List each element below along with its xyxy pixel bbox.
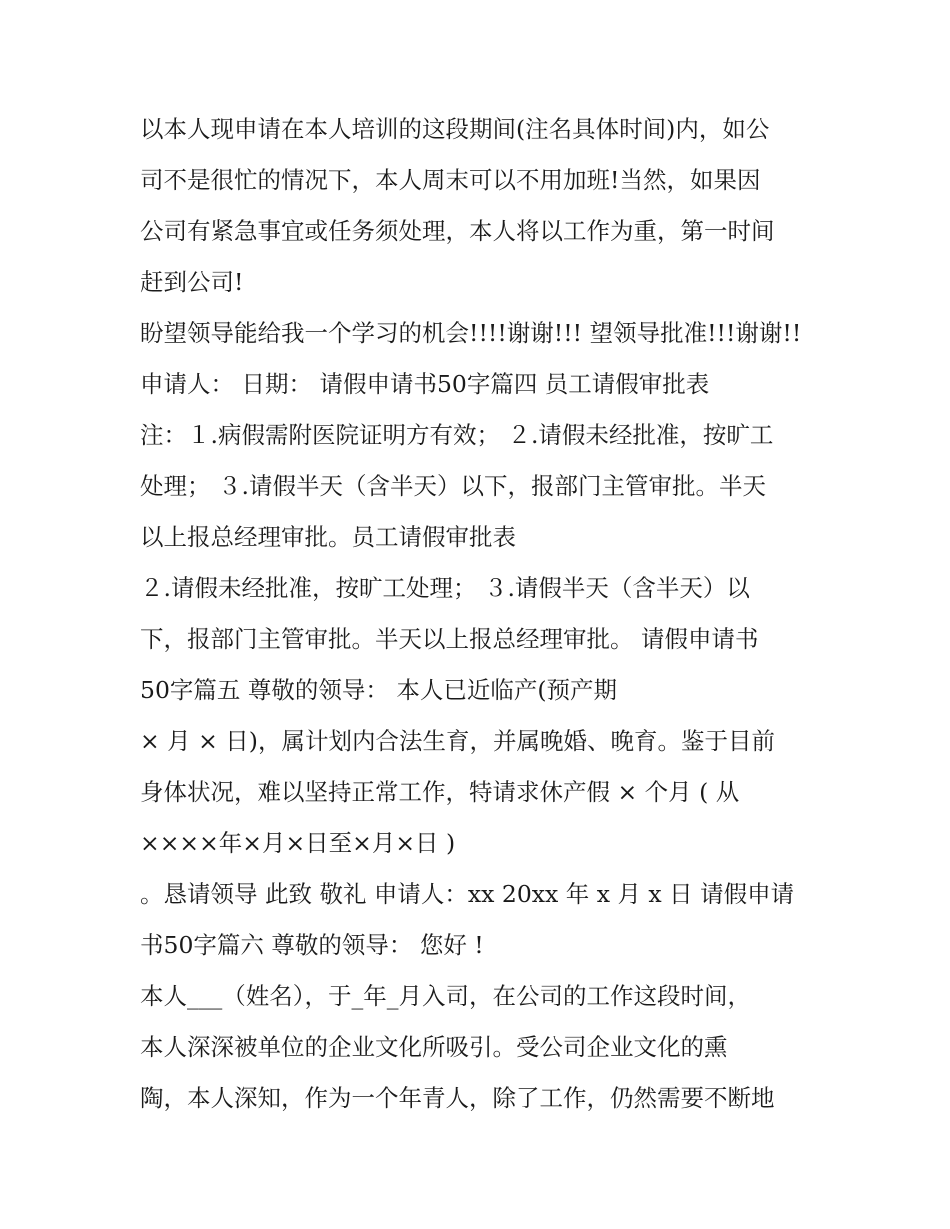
text-line: 公司有紧急事宜或任务须处理，本人将以工作为重，第一时间: [140, 217, 775, 245]
text-line: 司不是很忙的情况下，本人周末可以不用加班!当然，如果因: [140, 166, 761, 194]
text-line: 注：１.病假需附医院证明方有效； ２.请假未经批准，按旷工: [140, 421, 774, 449]
text-line: 赶到公司!: [140, 268, 244, 296]
text-line: 以本人现申请在本人培训的这段期间(注名具体时间)内，如公: [140, 115, 770, 143]
text-line: ２.请假未经批准，按旷工处理； ３.请假半天（含半天）以: [140, 574, 750, 602]
text-line: 盼望领导能给我一个学习的机会!!!!谢谢!!! 望领导批准!!!谢谢!!: [140, 319, 802, 347]
text-line: 下，报部门主管审批。半天以上报总经理审批。 请假申请书: [140, 625, 759, 653]
text-line: 陶，本人深知，作为一个年青人，除了工作，仍然需要不断地: [140, 1084, 775, 1112]
text-line: 50字篇五 尊敬的领导： 本人已近临产(预产期: [140, 676, 618, 704]
text-line: × 月 × 日)，属计划内合法生育，并属晚婚、晚育。鉴于目前: [140, 727, 775, 755]
text-line: 身体状况，难以坚持正常工作，特请求休产假 × 个月 ( 从: [140, 778, 740, 806]
text-line: 本人深深被单位的企业文化所吸引。受公司企业文化的熏: [140, 1033, 728, 1061]
text-line: ××××年×月×日至×月×日 ): [140, 829, 456, 857]
text-line: 本人___（姓名），于_年_月入司，在公司的工作这段时间，: [140, 982, 751, 1010]
text-line: 以上报总经理审批。员工请假审批表: [140, 523, 516, 551]
text-line: 申请人： 日期： 请假申请书50字篇四 员工请假审批表: [140, 370, 710, 398]
text-line: 。恳请领导 此致 敬礼 申请人：xx 20xx 年 x 月 x 日 请假申请: [140, 880, 795, 908]
text-line: 书50字篇六 尊敬的领导： 您好 !: [140, 931, 484, 959]
text-line: 处理； ３.请假半天（含半天）以下，报部门主管审批。半天: [140, 472, 766, 500]
document-body: [140, 104, 830, 1124]
